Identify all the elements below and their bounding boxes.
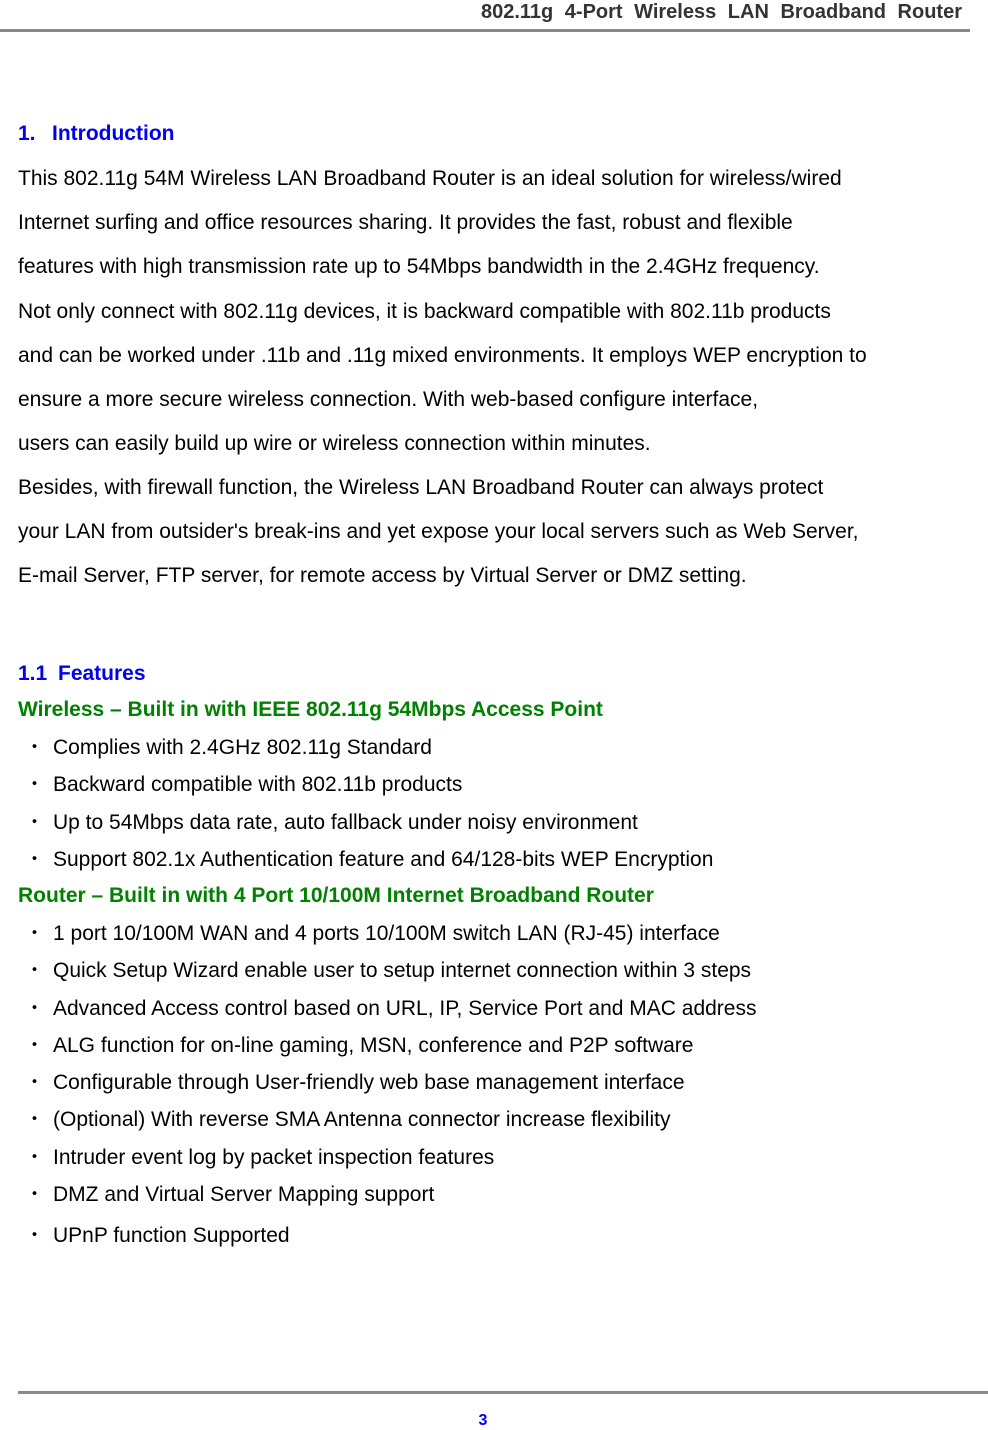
bullet-icon: ・ <box>24 1224 45 1247</box>
list-item-text: Support 802.1x Authentication feature and 64/128-bits WEP Encryption <box>53 847 714 871</box>
list-item <box>18 1145 756 1182</box>
running-header: 802.11g 4-Port Wireless LAN Broadband Router <box>480 1 962 23</box>
paragraph-line: Internet surfing and office resources sharing. It provides the fast, robust and flexible <box>18 211 793 235</box>
list-item <box>18 1223 290 1249</box>
list-item-text: 1 port 10/100M WAN and 4 ports 10/100M switch LAN (RJ-45) interface <box>53 922 720 945</box>
section-number: 1. <box>18 122 36 145</box>
list-item <box>18 810 713 847</box>
bullet-icon: ・ <box>24 922 45 945</box>
list-item <box>18 1182 756 1219</box>
list-item-text: ALG function for on-line gaming, MSN, conference and P2P software <box>53 1033 694 1057</box>
list-item <box>18 772 713 809</box>
paragraph-line: E-mail Server, FTP server, for remote access by Virtual Server or DMZ setting. <box>18 564 747 588</box>
bullet-icon: ・ <box>24 959 45 983</box>
list-item-text: Up to 54Mbps data rate, auto fallback under noisy environment <box>53 810 638 834</box>
list-item <box>18 996 756 1033</box>
paragraph-line: users can easily build up wire or wireless connection within minutes. <box>18 432 651 456</box>
paragraph-line: Not only connect with 802.11g devices, it is backward compatible with 802.11b products <box>18 299 831 323</box>
paragraph-line: Besides, with firewall function, the Wireless LAN Broadband Router can always protect <box>18 476 824 499</box>
list-item <box>18 921 756 958</box>
bullet-icon: ・ <box>24 810 45 834</box>
list-item-text: Advanced Access control based on URL, IP, Service Port and MAC address <box>53 996 757 1020</box>
section-heading-introduction <box>18 121 174 147</box>
paragraph-line: features with high transmission rate up to 54Mbps bandwidth in the 2.4GHz frequency. <box>18 255 820 279</box>
paragraph-line: ensure a more secure wireless connection. With web-based configure interface, <box>18 388 759 412</box>
list-item <box>18 958 756 995</box>
bullet-icon: ・ <box>24 1183 45 1207</box>
section-heading-features <box>18 661 146 687</box>
footer-divider <box>18 1391 988 1394</box>
list-item <box>18 1033 756 1070</box>
section-number: 1.1 <box>18 662 48 685</box>
section-title: Introduction <box>52 122 175 145</box>
list-item-text: DMZ and Virtual Server Mapping support <box>53 1183 435 1207</box>
bullet-icon: ・ <box>24 736 45 759</box>
wireless-features-title: Wireless – Built in with IEEE 802.11g 54Mbps Access Point <box>18 698 603 721</box>
list-item-text: (Optional) With reverse SMA Antenna connector increase flexibility <box>53 1108 671 1132</box>
list-item <box>18 847 713 884</box>
header-divider <box>0 29 970 32</box>
bullet-icon: ・ <box>24 996 45 1020</box>
paragraph-line: and can be worked under .11b and .11g mixed environments. It employs WEP encryption to <box>18 343 867 367</box>
bullet-icon: ・ <box>24 1071 45 1095</box>
router-features-title: Router – Built in with 4 Port 10/100M Internet Broadband Router <box>18 884 654 907</box>
wireless-features-list <box>18 735 713 884</box>
list-item <box>18 735 713 772</box>
intro-paragraph-1 <box>18 157 973 466</box>
page-number: 3 <box>478 1412 488 1429</box>
bullet-icon: ・ <box>24 1108 45 1132</box>
bullet-icon: ・ <box>24 847 45 871</box>
bullet-icon: ・ <box>24 1145 45 1169</box>
intro-paragraph-2 <box>18 466 973 599</box>
list-item-text: Backward compatible with 802.11b products <box>53 773 463 797</box>
list-item <box>18 1107 756 1144</box>
bullet-icon: ・ <box>24 773 45 797</box>
paragraph-line: This 802.11g 54M Wireless LAN Broadband Router is an ideal solution for wireless/wired <box>18 167 842 190</box>
list-item-text: UPnP function Supported <box>53 1224 290 1247</box>
paragraph-line: your LAN from outsider's break-ins and yet expose your local servers such as Web Server, <box>18 520 859 544</box>
list-item <box>18 1070 756 1107</box>
list-item-text: Complies with 2.4GHz 802.11g Standard <box>53 736 432 759</box>
bullet-icon: ・ <box>24 1033 45 1057</box>
list-item-text: Quick Setup Wizard enable user to setup internet connection within 3 steps <box>53 959 752 983</box>
list-item-text: Configurable through User-friendly web base management interface <box>53 1071 685 1095</box>
list-item-text: Intruder event log by packet inspection features <box>53 1145 495 1169</box>
router-features-list <box>18 921 756 1219</box>
section-title: Features <box>58 662 146 685</box>
